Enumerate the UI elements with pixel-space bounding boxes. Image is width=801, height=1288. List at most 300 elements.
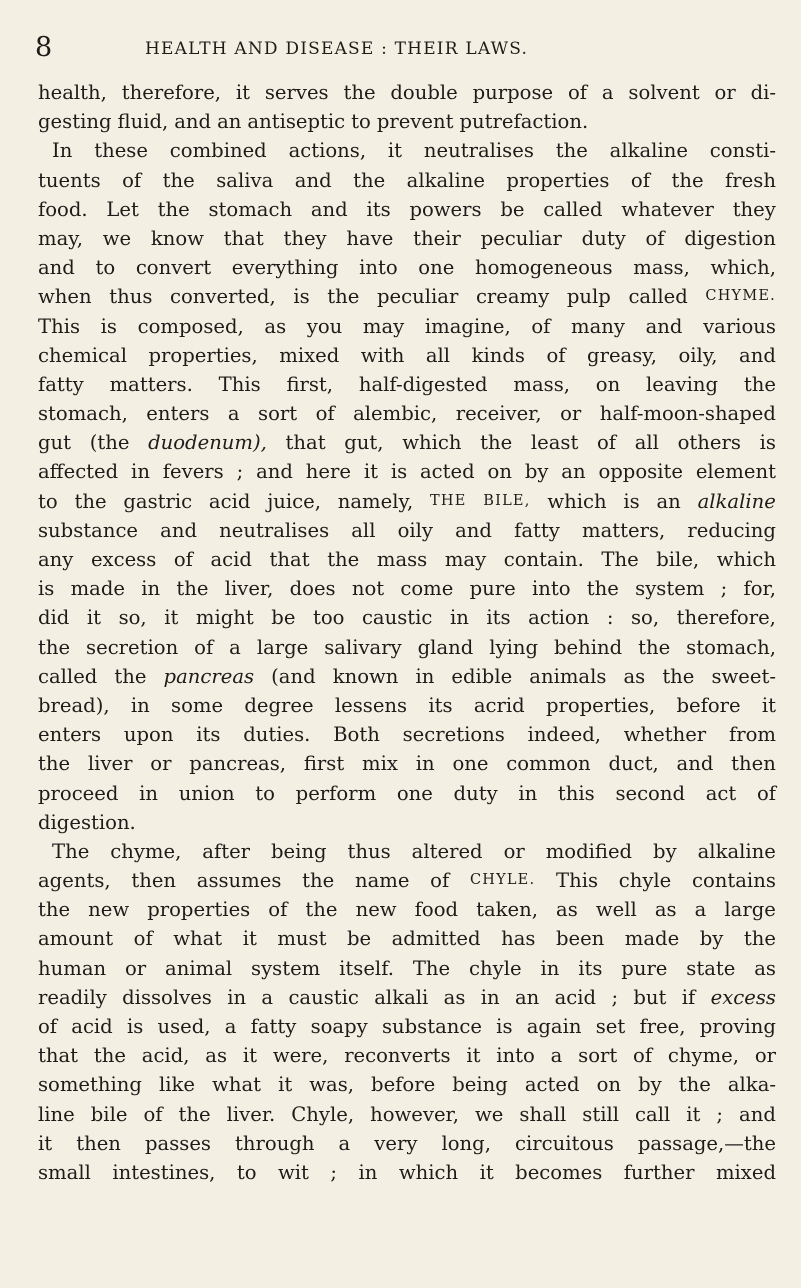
word: an xyxy=(561,460,586,484)
page-number: 8 xyxy=(35,32,53,63)
word: that xyxy=(269,548,310,571)
word: properties, xyxy=(148,343,258,367)
word: gastric xyxy=(123,489,193,513)
word: is xyxy=(390,460,408,484)
word: substance xyxy=(38,518,139,542)
word: not xyxy=(351,577,385,601)
word: set xyxy=(595,1015,626,1038)
word: half-moon-shaped xyxy=(599,402,776,426)
word: the xyxy=(671,168,704,192)
running-title: HEALTH AND DISEASE : THEIR LAWS. xyxy=(145,39,529,59)
word: as xyxy=(654,898,677,922)
word: its xyxy=(366,197,391,221)
word: circuitous xyxy=(515,1131,614,1155)
word: reducing xyxy=(687,518,776,542)
word: affected xyxy=(38,460,119,484)
word: know xyxy=(150,226,204,250)
word: passes xyxy=(144,1131,211,1155)
word: and xyxy=(174,110,212,134)
word: in xyxy=(415,752,435,776)
word: again xyxy=(526,1015,582,1038)
word: food xyxy=(414,898,459,922)
word: : xyxy=(606,606,614,630)
word: alkaline xyxy=(697,489,776,513)
word: itself. xyxy=(339,956,394,980)
word: secretion xyxy=(86,635,179,659)
word: act xyxy=(705,781,737,805)
word: or xyxy=(714,81,736,104)
word: an xyxy=(514,985,540,1009)
word: used, xyxy=(157,1015,211,1038)
word: made xyxy=(70,577,125,601)
word: becomes xyxy=(515,1160,603,1184)
word: in xyxy=(415,664,435,688)
word: through xyxy=(235,1131,315,1155)
word: as xyxy=(754,956,776,980)
word: enters xyxy=(38,723,102,747)
word: This xyxy=(556,869,599,893)
word: (and xyxy=(271,664,316,688)
word: so, xyxy=(118,606,147,630)
word: be xyxy=(500,197,525,221)
word: as xyxy=(556,898,578,922)
word: agents, xyxy=(38,869,111,893)
word: of xyxy=(756,781,776,805)
word: a xyxy=(601,81,614,104)
text-line xyxy=(38,224,776,253)
word: the xyxy=(555,139,588,163)
word: of xyxy=(122,168,142,192)
word: it xyxy=(761,693,776,717)
word: of xyxy=(194,635,214,659)
word: prevent xyxy=(376,110,454,134)
word: many xyxy=(571,314,625,338)
word: acted xyxy=(420,460,475,484)
word: on xyxy=(596,1073,622,1097)
text-line xyxy=(38,136,776,165)
word: oily xyxy=(397,518,433,542)
word: perform xyxy=(295,781,377,805)
word: acid xyxy=(210,548,252,571)
word: duct, xyxy=(608,752,659,776)
word: in xyxy=(130,693,150,717)
word: This xyxy=(38,314,81,338)
word: its xyxy=(486,606,511,630)
word: as xyxy=(623,664,646,688)
word: has xyxy=(501,927,536,951)
word: in xyxy=(449,606,469,630)
word: acid xyxy=(208,489,251,513)
word: they xyxy=(732,197,776,221)
word: animals xyxy=(529,664,607,688)
text-line xyxy=(38,341,776,370)
word: it xyxy=(466,1044,481,1068)
word: proving xyxy=(699,1015,776,1038)
word: which xyxy=(402,431,462,455)
word: before xyxy=(676,693,741,717)
word: well xyxy=(595,898,637,922)
word: liver. xyxy=(226,1102,276,1126)
word: of xyxy=(133,927,153,951)
word: that xyxy=(38,1044,79,1068)
word: called xyxy=(38,664,98,688)
word: large xyxy=(724,898,776,922)
word: acid, xyxy=(141,1044,190,1068)
word: Let xyxy=(106,197,139,221)
word: ; xyxy=(330,1160,337,1184)
word: when xyxy=(38,285,92,309)
word: might xyxy=(195,606,254,630)
word: to xyxy=(351,110,371,134)
word: thus xyxy=(347,839,391,863)
word: purpose xyxy=(472,81,554,104)
word: an xyxy=(656,489,681,513)
word: liver, xyxy=(224,577,274,601)
word: is xyxy=(496,1015,513,1038)
word: assumes xyxy=(196,869,282,893)
word: and xyxy=(160,518,197,542)
word: state xyxy=(686,956,736,980)
word: the xyxy=(327,548,360,571)
text-line xyxy=(38,253,776,282)
word: of xyxy=(567,81,588,104)
word: consti- xyxy=(709,139,776,163)
text-line xyxy=(38,691,776,720)
word: CHYLE. xyxy=(469,872,536,889)
word: the xyxy=(114,664,147,688)
word: duties. xyxy=(243,723,311,747)
word: into xyxy=(359,256,398,280)
text-line xyxy=(38,78,776,107)
word: of xyxy=(645,226,665,250)
word: for, xyxy=(743,577,776,601)
word: wit xyxy=(278,1160,309,1184)
word: saliva xyxy=(216,168,274,192)
word: alkaline xyxy=(406,168,485,192)
word: contains xyxy=(691,869,776,893)
word: of xyxy=(173,548,193,571)
word: the xyxy=(353,168,386,192)
word: were, xyxy=(272,1044,329,1068)
word: too xyxy=(312,606,345,630)
text-line xyxy=(38,983,776,1012)
word: a xyxy=(550,1044,563,1068)
word: lying xyxy=(489,635,539,659)
word: name xyxy=(354,869,410,893)
word: the xyxy=(743,927,776,951)
word: readily xyxy=(38,985,107,1009)
word: duty xyxy=(453,781,498,805)
word: therefore, xyxy=(121,81,222,104)
word: shall xyxy=(519,1102,567,1126)
word: long, xyxy=(441,1131,491,1155)
word: (the xyxy=(89,431,130,455)
text-line xyxy=(38,954,776,983)
text-line xyxy=(38,1041,776,1070)
word: which, xyxy=(710,256,776,280)
word: properties, xyxy=(545,693,656,717)
word: stomach xyxy=(208,197,293,221)
word: or xyxy=(560,402,582,426)
word: dissolves xyxy=(122,985,212,1009)
word: the xyxy=(586,577,619,601)
word: does xyxy=(289,577,336,601)
word: the xyxy=(176,577,209,601)
word: duty xyxy=(581,226,626,250)
word: with xyxy=(360,343,405,367)
word: lessens xyxy=(334,693,408,717)
word: powers xyxy=(409,197,482,221)
word: pure xyxy=(621,956,668,980)
word: edible xyxy=(451,664,513,688)
word: so, xyxy=(630,606,660,630)
word: CHYME. xyxy=(705,288,776,305)
word: its xyxy=(578,956,603,980)
word: something xyxy=(38,1073,142,1097)
word: the xyxy=(480,431,513,455)
word: as xyxy=(443,985,466,1009)
word: converted, xyxy=(170,285,276,309)
word: of xyxy=(38,1015,58,1038)
word: in xyxy=(139,781,158,805)
word: gland xyxy=(417,635,474,659)
word: reconverts xyxy=(344,1044,451,1068)
word: pancreas, xyxy=(189,752,287,776)
word: caustic xyxy=(288,985,359,1009)
word: it xyxy=(363,460,378,484)
word: known xyxy=(332,664,399,688)
word: of xyxy=(268,898,288,922)
word: before xyxy=(371,1073,436,1097)
word: gesting xyxy=(38,110,112,134)
word: it xyxy=(242,1044,257,1068)
word: a xyxy=(227,402,240,426)
word: which xyxy=(547,489,607,513)
word: and xyxy=(310,197,348,221)
word: alembic, xyxy=(353,402,438,426)
word: the xyxy=(38,752,71,776)
text-line xyxy=(38,195,776,224)
word: it xyxy=(242,927,257,951)
word: one xyxy=(418,256,455,280)
word: new xyxy=(88,898,130,922)
word: called xyxy=(543,197,603,221)
word: homogeneous xyxy=(474,256,613,280)
word: chemical xyxy=(38,343,127,367)
word: that xyxy=(223,226,264,250)
word: the xyxy=(678,1073,711,1097)
word: behind xyxy=(553,635,623,659)
word: ; xyxy=(720,577,728,601)
word: it xyxy=(86,606,102,630)
word: the xyxy=(343,81,376,104)
word: opposite xyxy=(598,460,683,484)
word: all xyxy=(425,343,451,367)
word: salivary xyxy=(324,635,402,659)
word: chyme, xyxy=(110,839,182,863)
word: in xyxy=(518,781,538,805)
word: is xyxy=(100,314,117,338)
word: pancreas xyxy=(163,664,255,688)
word: what xyxy=(212,1073,262,1097)
word: what xyxy=(173,927,223,951)
word: fatty xyxy=(250,1015,297,1038)
word: the xyxy=(93,1044,126,1068)
word: admitted xyxy=(391,927,481,951)
word: by xyxy=(653,839,677,863)
word: of xyxy=(531,314,551,338)
word: BILE, xyxy=(483,492,531,509)
word: acted xyxy=(524,1073,580,1097)
word: this xyxy=(557,781,595,805)
word: small xyxy=(38,1160,91,1184)
word: di- xyxy=(750,81,776,104)
word: acrid xyxy=(473,693,525,717)
word: digestion xyxy=(684,226,776,250)
text-line xyxy=(38,866,776,895)
word: you xyxy=(306,314,343,338)
word: serves xyxy=(264,81,329,104)
word: thus xyxy=(109,285,153,309)
word: which xyxy=(398,1160,459,1184)
word: bile, xyxy=(656,548,700,571)
word: the xyxy=(743,372,776,396)
word: is xyxy=(623,489,640,513)
word: and xyxy=(38,256,75,280)
word: to xyxy=(95,256,116,280)
word: in xyxy=(358,1160,378,1184)
word: amount xyxy=(38,927,114,951)
word: the xyxy=(74,489,107,513)
text-line xyxy=(38,1158,776,1187)
word: all xyxy=(351,518,376,542)
word: bread), xyxy=(38,693,110,717)
text-line xyxy=(38,1100,776,1129)
word: alkali xyxy=(374,985,429,1009)
word: sort xyxy=(258,402,298,426)
word: a xyxy=(224,1015,237,1038)
word: whatever xyxy=(621,197,714,221)
text-line xyxy=(38,1070,776,1099)
text-line xyxy=(38,633,776,662)
word: gut, xyxy=(344,431,384,455)
word: whether xyxy=(623,723,707,747)
word: an xyxy=(217,110,242,134)
word: of xyxy=(630,168,650,192)
word: mixed xyxy=(715,1160,776,1184)
word: element xyxy=(695,460,776,484)
word: in xyxy=(540,956,560,980)
text-line xyxy=(38,312,776,341)
word: of xyxy=(633,1044,653,1068)
word: and xyxy=(455,518,492,542)
word: substance xyxy=(381,1015,482,1038)
word: then xyxy=(131,869,177,893)
word: health, xyxy=(38,81,107,104)
word: imagine, xyxy=(424,314,511,338)
word: first, xyxy=(286,372,334,396)
word: stomach, xyxy=(38,402,128,426)
word: everything xyxy=(231,256,339,280)
word: fluid, xyxy=(117,110,169,134)
word: soapy xyxy=(310,1015,368,1038)
word: receiver, xyxy=(455,402,542,426)
word: their xyxy=(413,226,461,250)
word: ; xyxy=(236,460,244,484)
word: these xyxy=(94,139,148,163)
word: the xyxy=(162,168,195,192)
word: and xyxy=(256,460,293,484)
word: they xyxy=(283,226,327,250)
word: properties xyxy=(506,168,610,192)
word: namely, xyxy=(337,489,414,513)
text-line xyxy=(38,720,776,749)
word: being xyxy=(452,1073,508,1097)
word: sort xyxy=(578,1044,618,1068)
word: acid xyxy=(71,1015,113,1038)
text-line xyxy=(38,779,776,808)
word: from xyxy=(728,723,776,747)
word: to xyxy=(255,781,275,805)
word: mass, xyxy=(513,372,570,396)
word: new xyxy=(355,898,397,922)
word: the xyxy=(638,635,671,659)
word: or xyxy=(754,1044,776,1068)
word: excess xyxy=(90,548,157,571)
word: The xyxy=(601,548,639,571)
word: did xyxy=(38,606,70,630)
word: may xyxy=(444,548,487,571)
word: the xyxy=(327,285,360,309)
text-line xyxy=(38,107,776,136)
word: secretions xyxy=(402,723,505,747)
word: is xyxy=(759,431,776,455)
word: mix xyxy=(362,752,398,776)
word: of xyxy=(546,343,566,367)
word: various xyxy=(703,314,776,338)
word: oily, xyxy=(678,343,718,367)
word: to xyxy=(38,489,58,513)
word: then xyxy=(76,1131,121,1155)
word: In xyxy=(52,139,73,163)
word: This xyxy=(218,372,261,396)
word: alka- xyxy=(727,1073,776,1097)
word: in xyxy=(480,985,500,1009)
word: it xyxy=(164,606,179,630)
word: upon xyxy=(123,723,174,747)
text-line xyxy=(38,603,776,632)
word: combined xyxy=(169,139,267,163)
word: been xyxy=(555,927,605,951)
text-line xyxy=(38,662,776,691)
word: degree xyxy=(244,693,314,717)
word: modified xyxy=(545,839,633,863)
word: fatty xyxy=(38,372,84,396)
word: enters xyxy=(146,402,210,426)
word: or xyxy=(125,956,147,980)
word: excess xyxy=(710,985,776,1009)
word: creamy xyxy=(475,285,550,309)
word: the xyxy=(157,197,190,221)
word: peculiar xyxy=(377,285,459,309)
text-line xyxy=(38,545,776,574)
word: is xyxy=(126,1015,144,1038)
text-line xyxy=(38,574,776,603)
word: half-digested xyxy=(358,372,488,396)
word: of xyxy=(143,1102,163,1126)
word: Both xyxy=(333,723,380,747)
word: it xyxy=(387,139,403,163)
